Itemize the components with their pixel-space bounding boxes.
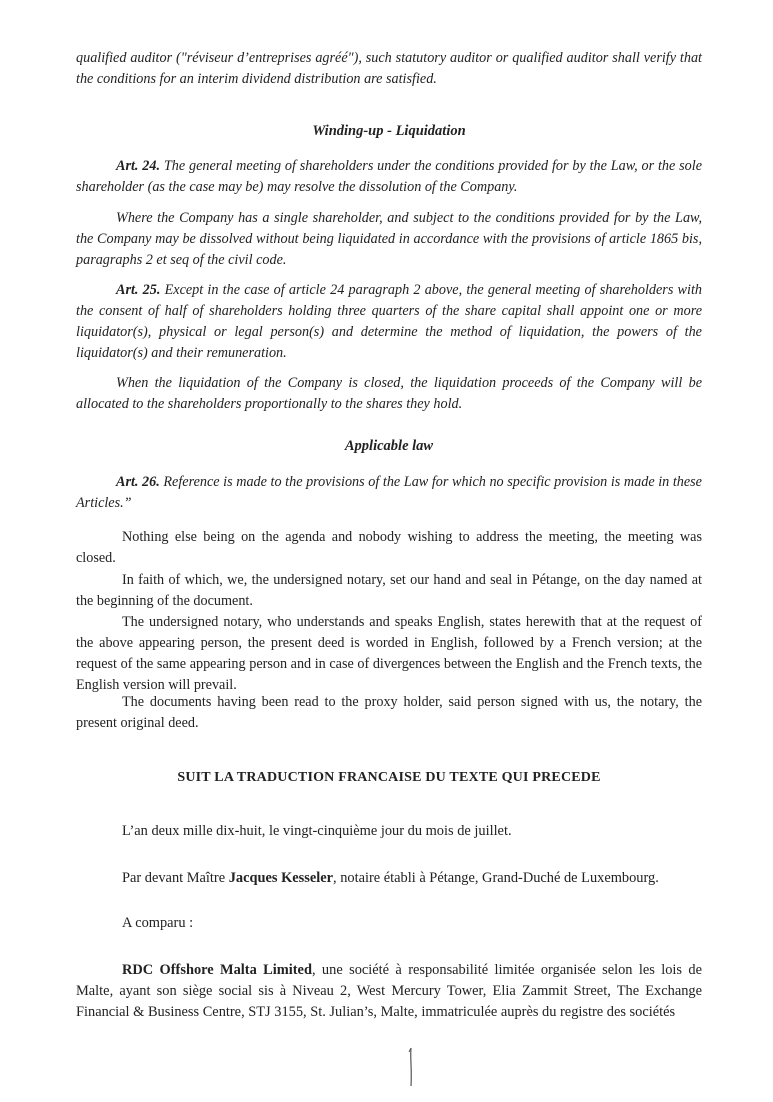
article-24-second-paragraph: Where the Company has a single shareholder, and subject to the conditions provided for by the Law, the Company may be dissolved without being liquidated in accordance with the provisions of article 1865 bis, paragraphs 2 et seq of the civil code.: [76, 210, 702, 268]
handwritten-mark-icon: [407, 1046, 415, 1088]
article-26-paragraph: [76, 472, 702, 514]
article-26-label: Art. 26.: [116, 474, 160, 490]
french-date-line: L’an deux mille dix-huit, le vingt-cinquième jour du mois de juillet.: [122, 823, 512, 839]
article-24-label: Art. 24.: [116, 158, 161, 174]
article-25-paragraph: [76, 280, 702, 364]
closing-paragraph-2: In faith of which, we, the undersigned notary, set our hand and seal in Pétange, on the day named at the beginning of the document.: [76, 572, 702, 609]
closing-paragraph-4: The documents having been read to the proxy holder, said person signed with us, the notary, the present original deed.: [76, 694, 702, 731]
company-name: RDC Offshore Malta Limited: [122, 962, 312, 978]
article-26-text: Reference is made to the provisions of the Law for which no specific provision is made in these Articles.”: [76, 474, 702, 511]
article-24-paragraph: [76, 156, 702, 198]
continuation-paragraph: qualified auditor ("réviseur d’entreprises agréé"), such statutory auditor or qualified auditor shall verify that the conditions for an interim dividend distribution are satisfied.: [76, 50, 702, 87]
french-company-paragraph: [76, 960, 702, 1023]
notary-suffix: , notaire établi à Pétange, Grand-Duché de Luxembourg.: [333, 870, 659, 886]
french-notary-line: [76, 868, 702, 889]
article-24-text: The general meeting of shareholders under the conditions provided for by the Law, or the sole shareholder (as the case may be) may resolve the dissolution of the Company.: [76, 158, 702, 195]
winding-up-heading: Winding-up - Liquidation: [312, 123, 466, 139]
notary-prefix: Par devant Maître: [122, 870, 229, 886]
article-25-text: Except in the case of article 24 paragraph 2 above, the general meeting of shareholders with the consent of half of shareholders holding three quarters of the share capital shall appoint one or more liquidator(s), physical or legal person(s) and determine the method of liquidation, the powers of the liquidator(s) and their remuneration.: [76, 282, 702, 361]
closing-paragraph-1: Nothing else being on the agenda and nobody wishing to address the meeting, the meeting was closed.: [76, 529, 702, 566]
article-25-second-paragraph: When the liquidation of the Company is closed, the liquidation proceeds of the Company will be allocated to the shareholders proportionally to the shares they hold.: [76, 375, 702, 412]
french-translation-title: SUIT LA TRADUCTION FRANCAISE DU TEXTE QUI PRECEDE: [177, 770, 601, 785]
article-25-label: Art. 25.: [116, 282, 161, 298]
notary-name: Jacques Kesseler: [228, 870, 334, 886]
french-appeared-line: A comparu :: [122, 915, 194, 931]
applicable-law-heading: Applicable law: [344, 438, 434, 454]
closing-paragraph-3: The undersigned notary, who understands and speaks English, states herewith that at the request of the above appearing person, the present deed is worded in English, followed by a French version; at the request of the same appearing person and in case of divergences between the English and the French texts, the English version will prevail.: [76, 614, 702, 693]
company-text: , une société à responsabilité limitée organisée selon les lois de Malte, ayant son siège social sis à Niveau 2, West Mercury Tower, Elia Zammit Street, The Exchange Financial & Business Centre, STJ 3155, St. Julian’s, Malte, immatriculée auprès du registre des sociétés: [76, 962, 702, 1020]
